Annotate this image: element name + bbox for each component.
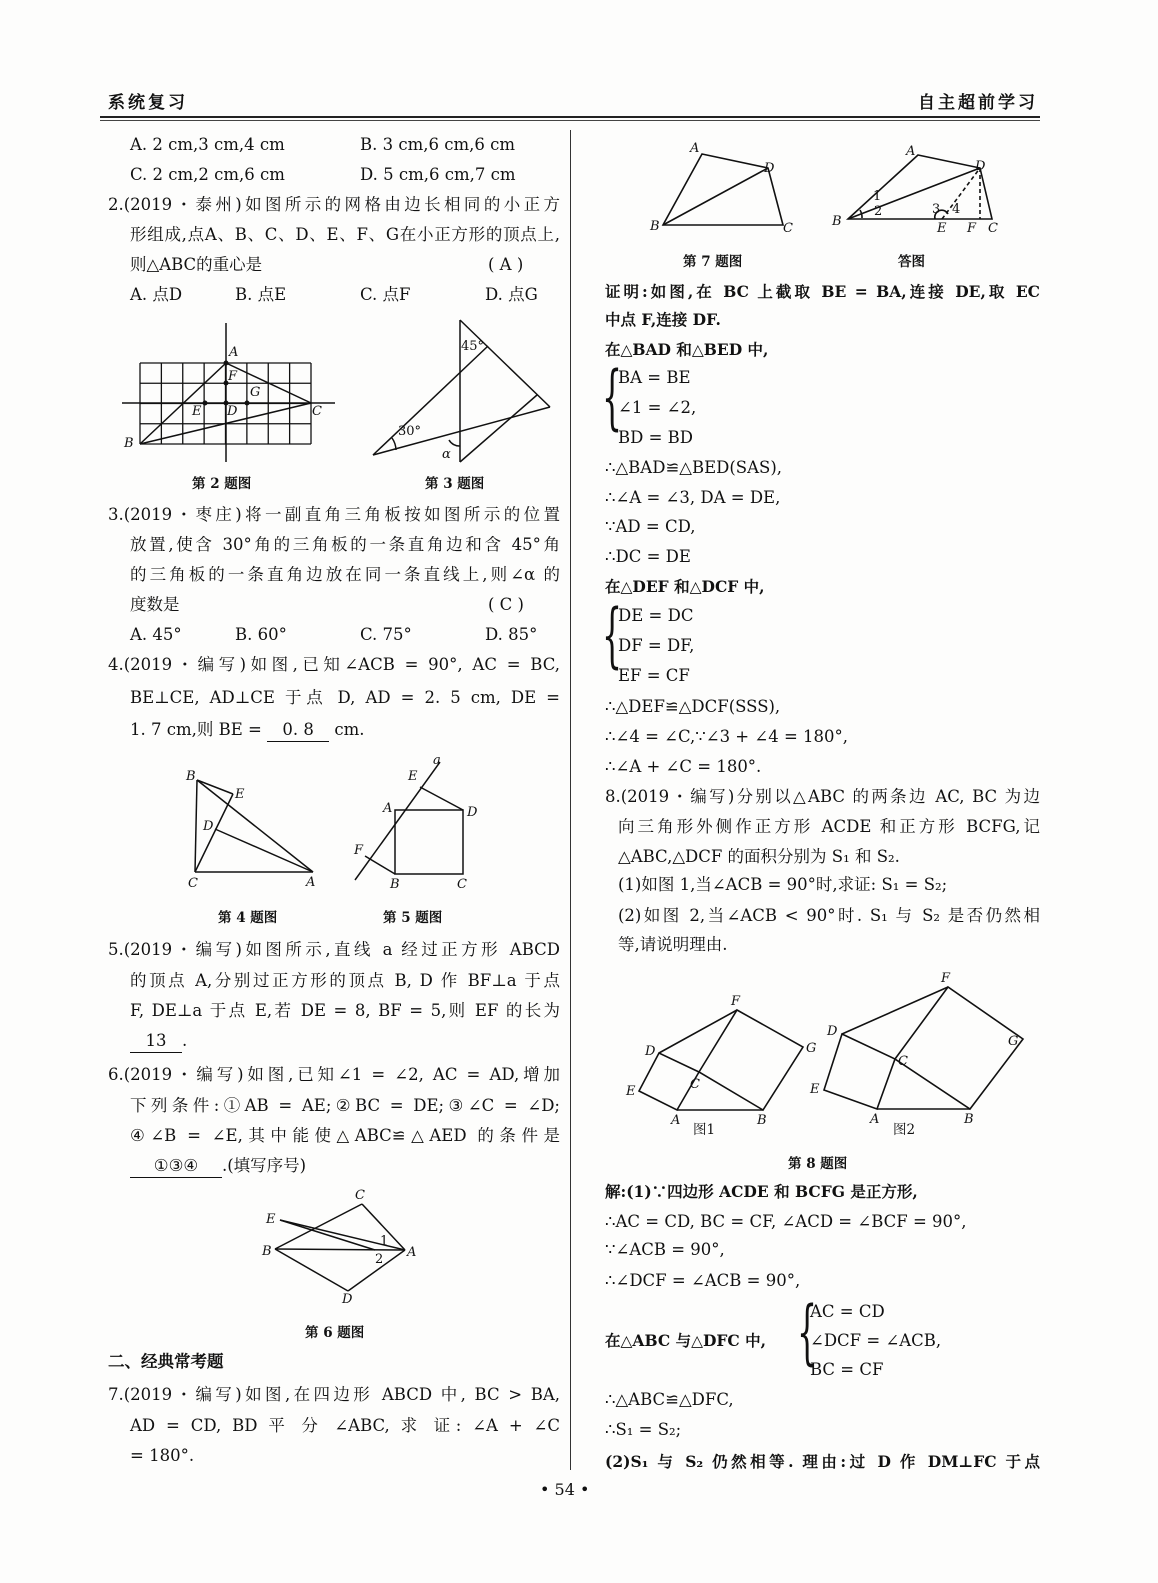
label-g: G [250, 385, 261, 400]
label-a: A [383, 801, 393, 816]
solution-line: ∴∠DCF = ∠ACB = 90°, [605, 1271, 801, 1290]
figure-1-label: 图1 [693, 1122, 716, 1138]
q6-text: 6.(2019・编写)如图,已知∠1 = ∠2, AC = AD,增加 [108, 1065, 560, 1084]
q8-text: (1)如图 1,当∠ACB = 90°时,求证: S₁ = S₂; [618, 875, 948, 894]
brace: { [797, 1291, 818, 1373]
fig1-label-e: E [626, 1084, 636, 1099]
q8-text: △ABC,△DCF 的面积分别为 S₁ 和 S₂. [618, 847, 900, 866]
q5-text: 5.(2019・编写)如图所示,直线 a 经过正方形 ABCD [108, 940, 560, 959]
fig2-label-b: B [964, 1112, 974, 1127]
figure-caption: 第 4 题图 [218, 910, 278, 926]
answer-label-a: A [906, 144, 916, 159]
proof-line: DE = DC [618, 606, 694, 625]
q1-option-a: A. 2 cm,3 cm,4 cm [130, 135, 285, 154]
fig2-label-f: F [941, 971, 951, 986]
label-b: B [390, 877, 400, 892]
label-d: D [203, 819, 214, 834]
fig1-label-b: B [757, 1113, 767, 1128]
q3-text: 3.(2019・枣庄)将一副直角三角板按如图所示的位置 [108, 505, 560, 524]
label-f: F [354, 843, 364, 858]
q5-text-end: . [182, 1031, 188, 1050]
label-b: B [124, 436, 134, 451]
q5-text: 的顶点 A,分别过正方形的顶点 B, D 作 BF⊥a 于点 [130, 971, 560, 990]
q3-option-c: C. 75° [360, 625, 412, 644]
label-a: A [690, 141, 700, 156]
figure-caption: 第 8 题图 [788, 1156, 848, 1172]
q8-text: 向三角形外侧作正方形 ACDE 和正方形 BCFG,记 [618, 817, 1040, 836]
q4-text-end: cm. [334, 720, 365, 739]
solution-line: ∴△ABC≌△DFC, [605, 1390, 734, 1409]
q2-option-a: A. 点D [130, 285, 183, 304]
q4-text: 4.(2019・编写)如图,已知∠ACB = 90°, AC = BC, [108, 655, 560, 674]
solution-line: ∴S₁ = S₂; [605, 1420, 682, 1439]
q5-answer-blank: 13 [130, 1030, 182, 1053]
angle-2-label: 2 [375, 1252, 384, 1267]
proof-line: ∴DC = DE [605, 547, 691, 566]
label-e: E [266, 1212, 276, 1227]
fig1-label-c: C [690, 1077, 700, 1092]
q3-option-b: B. 60° [235, 625, 287, 644]
label-d: D [764, 161, 775, 176]
figure-caption: 第 7 题图 [683, 254, 743, 270]
proof-line: ∴△BAD≌△BED(SAS), [605, 458, 783, 477]
proof-line: DF = DF, [618, 636, 695, 655]
fig2-label-a: A [870, 1112, 880, 1127]
fig2-label-e: E [810, 1082, 820, 1097]
proof-line: BA = BE [618, 368, 691, 387]
proof-line: 在△DEF 和△DCF 中, [605, 577, 765, 596]
proof-line: ∴∠A = ∠3, DA = DE, [605, 488, 781, 507]
figure-caption: 答图 [898, 254, 925, 270]
label-e: E [192, 404, 202, 419]
answer-label-f: F [967, 221, 977, 236]
angle-2-label: 2 [874, 204, 883, 219]
fig1-label-f: F [731, 994, 741, 1009]
solution-line: ∠DCF = ∠ACB, [810, 1331, 942, 1350]
q2-answer: ( A ) [488, 255, 524, 274]
figure-caption: 第 6 题图 [305, 1325, 365, 1341]
brace: { [602, 594, 623, 676]
q7-text: = 180°. [130, 1446, 195, 1465]
label-a: A [229, 345, 239, 360]
label-e: E [408, 769, 418, 784]
proof-line: ∴∠A + ∠C = 180°. [605, 757, 762, 776]
solution-line: (2)S₁ 与 S₂ 仍然相等. 理由:过 D 作 DM⊥FC 于点 [605, 1452, 1040, 1471]
fig1-label-a: A [671, 1113, 681, 1128]
header-left-title: 系统复习 [108, 93, 188, 113]
solution-line: 在△ABC 与△DFC 中, [605, 1331, 767, 1350]
q2-option-d: D. 点G [485, 285, 538, 304]
q3-option-a: A. 45° [130, 625, 182, 644]
label-e: E [235, 787, 245, 802]
q2-text: 则△ABC的重心是 [130, 255, 263, 274]
answer-label-e: E [937, 221, 947, 236]
fig1-label-d: D [645, 1044, 656, 1059]
proof-line: 证明:如图,在 BC 上截取 BE = BA,连接 DE,取 EC [605, 282, 1040, 301]
q2-option-b: B. 点E [235, 285, 287, 304]
label-c: C [188, 876, 198, 891]
solution-line: ∵∠ACB = 90°, [605, 1240, 725, 1259]
angle-3-label: 3 [932, 202, 941, 217]
proof-line: ∴∠4 = ∠C,∵∠3 + ∠4 = 180°, [605, 727, 849, 746]
label-d: D [342, 1292, 353, 1307]
q8-text: 8.(2019・编写)分别以△ABC 的两条边 AC, BC 为边 [605, 787, 1040, 806]
q2-text: 形组成,点A、B、C、D、E、F、G在小正方形的顶点上, [130, 225, 560, 244]
angle-1-label: 1 [380, 1234, 389, 1249]
q4-text-start: 1. 7 cm,则 BE = [130, 720, 262, 739]
brace: { [602, 356, 623, 438]
q2-option-c: C. 点F [360, 285, 411, 304]
q4-answer-blank: 0. 8 [267, 719, 329, 742]
figure-caption: 第 3 题图 [425, 476, 485, 492]
q1-option-d: D. 5 cm,6 cm,7 cm [360, 165, 516, 184]
proof-line: ∵AD = CD, [605, 517, 696, 536]
q1-option-c: C. 2 cm,2 cm,6 cm [130, 165, 285, 184]
label-c: C [312, 404, 322, 419]
label-a-line: a [433, 753, 441, 768]
q7-text: AD = CD, BD 平 分 ∠ABC, 求 证: ∠A + ∠C [130, 1416, 560, 1435]
q3-answer: ( C ) [488, 595, 524, 614]
proof-line: ∴△DEF≌△DCF(SSS), [605, 697, 781, 716]
label-c: C [355, 1188, 365, 1203]
answer-label-c: C [988, 221, 998, 236]
angle-1-label: 1 [873, 189, 882, 204]
header-right-title: 自主超前学习 [918, 93, 1038, 113]
q3-text: 放置,使含 30°角的三角板的一条直角边和含 45°角 [130, 535, 560, 554]
q3-option-d: D. 85° [485, 625, 538, 644]
solution-line: AC = CD [810, 1302, 885, 1321]
label-d: D [467, 805, 478, 820]
q6-text: ④∠B = ∠E,其中能使△ABC≌△AED 的条件是 [130, 1126, 560, 1145]
fig2-label-d: D [827, 1024, 838, 1039]
label-b: B [262, 1244, 272, 1259]
solution-line: 解:(1)∵四边形 ACDE 和 BCFG 是正方形, [605, 1182, 918, 1201]
answer-label-b: B [832, 214, 842, 229]
figure-2-label: 图2 [893, 1122, 916, 1138]
figure-caption: 第 2 题图 [192, 476, 252, 492]
proof-line: 在△BAD 和△BED 中, [605, 340, 769, 359]
angle-30-label: 30° [398, 424, 422, 439]
label-f: F [228, 369, 238, 384]
angle-45-label: 45° [461, 339, 485, 354]
proof-line: ∠1 = ∠2, [618, 398, 697, 417]
label-d: D [227, 404, 238, 419]
angle-4-label: 4 [952, 202, 961, 217]
solution-line: ∴AC = CD, BC = CF, ∠ACD = ∠BCF = 90°, [605, 1212, 967, 1231]
q8-text: 等,请说明理由. [618, 935, 728, 954]
label-c: C [783, 221, 793, 236]
label-a: A [306, 875, 316, 890]
q3-text: 的三角板的一条直角边放在同一条直线上,则∠α 的 [130, 565, 560, 584]
proof-line: 中点 F,连接 DF. [605, 310, 721, 329]
fig2-label-c: C [898, 1054, 908, 1069]
label-c: C [457, 877, 467, 892]
fig1-label-g: G [806, 1041, 817, 1056]
label-b: B [650, 219, 660, 234]
section-heading: 二、经典常考题 [108, 1352, 224, 1371]
fig2-label-g: G [1008, 1034, 1019, 1049]
q6-answer-blank: ①③④ [130, 1155, 222, 1178]
q5-text: F, DE⊥a 于点 E,若 DE = 8, BF = 5,则 EF 的长为 [130, 1001, 560, 1020]
proof-line: EF = CF [618, 666, 690, 685]
answer-label-d: D [975, 159, 986, 174]
q6-text-end: .(填写序号) [222, 1156, 307, 1175]
page-number: • 54 • [540, 1480, 590, 1499]
q4-text: BE⊥CE, AD⊥CE 于点 D, AD = 2. 5 cm, DE = [130, 688, 560, 707]
q2-text: 2.(2019・泰州)如图所示的网格由边长相同的小正方 [108, 195, 560, 214]
figure-caption: 第 5 题图 [383, 910, 443, 926]
angle-alpha-label: α [442, 447, 451, 462]
q8-text: (2)如图 2,当∠ACB < 90°时. S₁ 与 S₂ 是否仍然相 [618, 906, 1040, 925]
q1-option-b: B. 3 cm,6 cm,6 cm [360, 135, 515, 154]
proof-line: BD = BD [618, 428, 694, 447]
solution-line: BC = CF [810, 1360, 884, 1379]
label-a: A [407, 1245, 417, 1260]
q7-text: 7.(2019・编写)如图,在四边形 ABCD 中, BC > BA, [108, 1385, 560, 1404]
q6-text: 下列条件:①AB = AE;②BC = DE;③∠C = ∠D; [130, 1096, 560, 1115]
q3-text: 度数是 [130, 595, 180, 614]
label-b: B [186, 769, 196, 784]
